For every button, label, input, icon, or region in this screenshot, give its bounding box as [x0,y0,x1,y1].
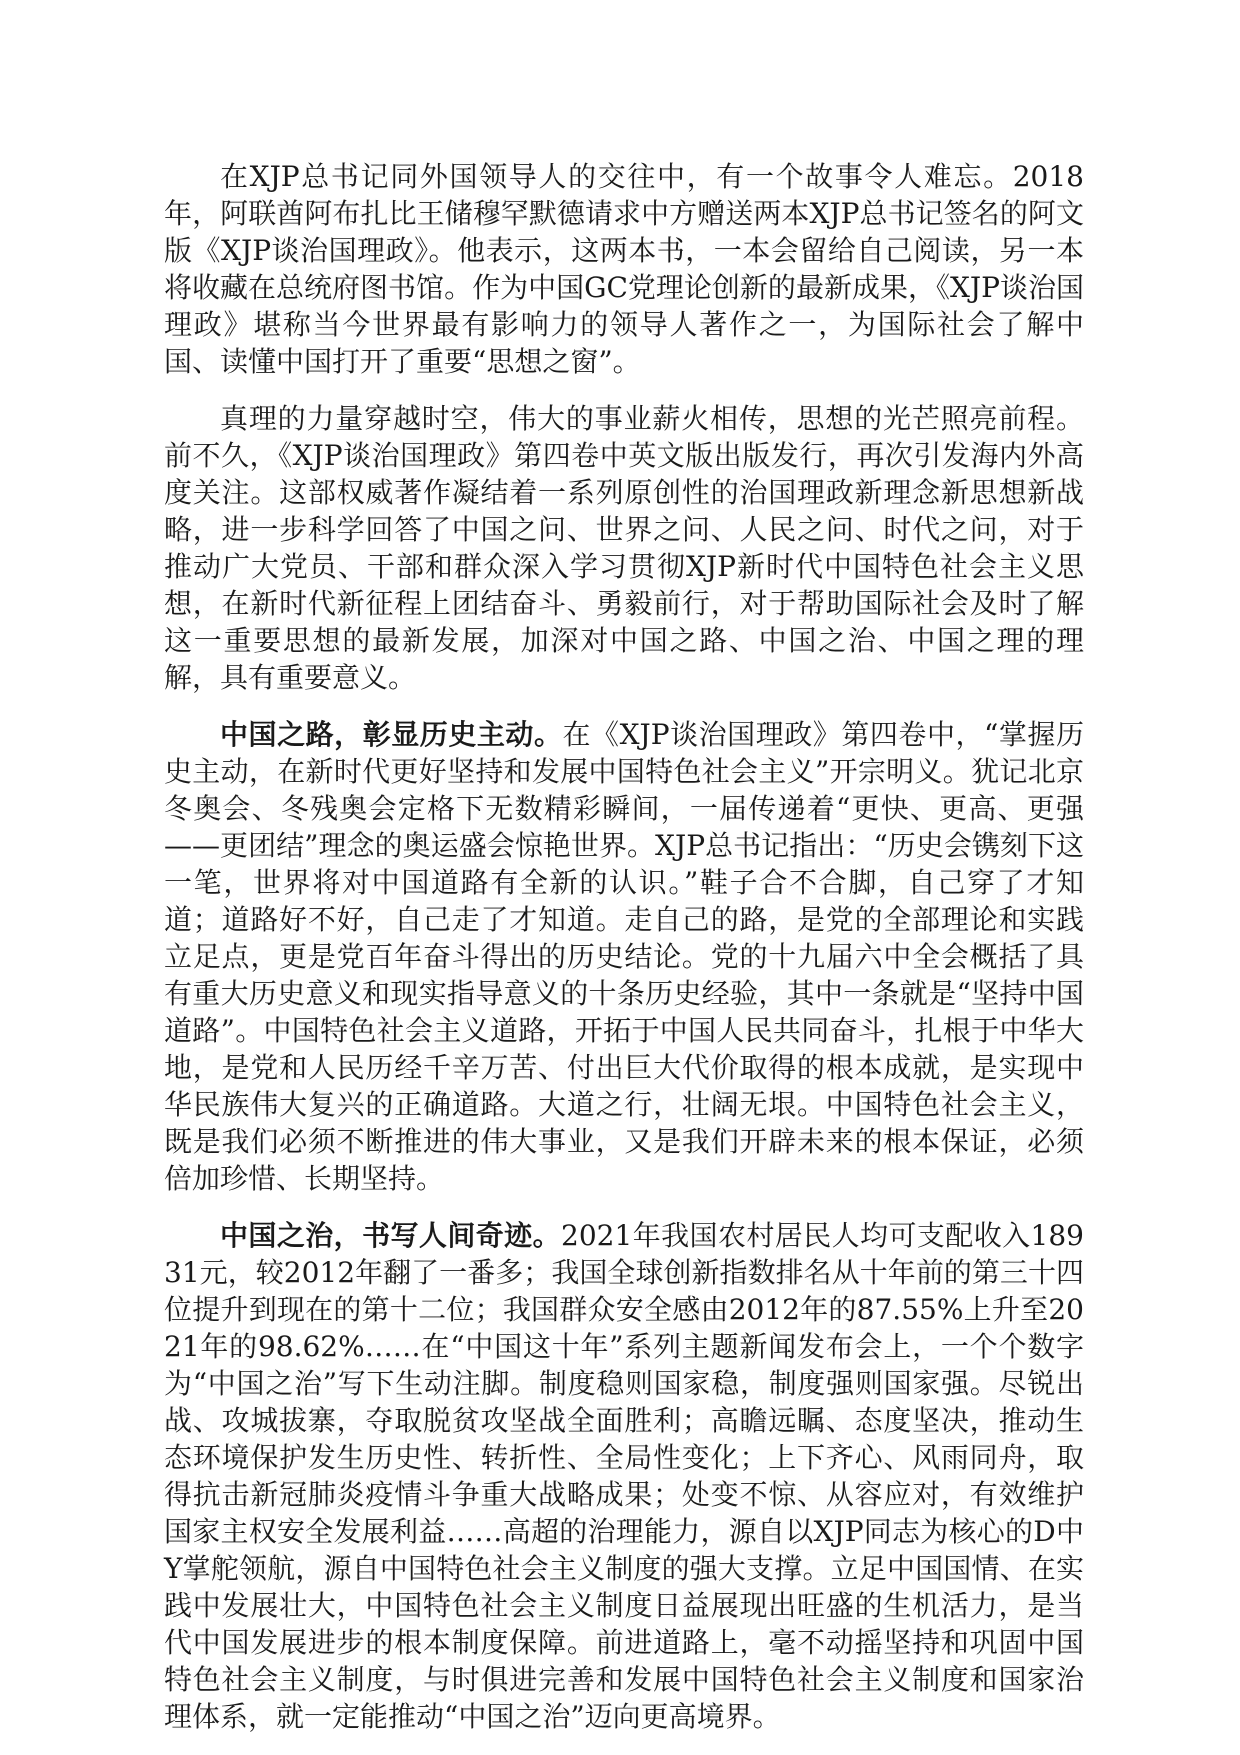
paragraph-lead-heading: 中国之治，书写人间奇迹。 [220,1219,562,1252]
paragraph-intro [164,158,1084,380]
paragraph-text: 真理的力量穿越时空，伟大的事业薪火相传，思想的光芒照亮前程。前不久，《XJP谈治国理政》第四卷中英文版出版发行，再次引发海内外高度关注。这部权威著作凝结着一系列原创性的治国理政新理念新思想新战略，进一步科学回答了中国之问、世界之问、人民之问、时代之问，对于推动广大党员、干部和群众深入学习贯彻XJP新时代中国特色社会主义思想，在新时代新征程上团结奋斗、勇毅前行，对于帮助国际社会及时了解这一重要思想的最新发展，加深对中国之路、中国之治、中国之理的理解，具有重要意义。 [164,402,1084,694]
article-body [164,158,1084,1755]
paragraph-text: 在《XJP谈治国理政》第四卷中，“掌握历史主动，在新时代更好坚持和发展中国特色社会主义”开宗明义。犹记北京冬奥会、冬残奥会定格下无数精彩瞬间，一届传递着“更快、更高、更强——更团结”理念的奥运盛会惊艳世界。XJP总书记指出：“历史会镌刻下这一笔，世界将对中国道路有全新的认识。”鞋子合不合脚，自己穿了才知道；道路好不好，自己走了才知道。走自己的路，是党的全部理论和实践立足点，更是党百年奋斗得出的历史结论。党的十九届六中全会概括了具有重大历史意义和现实指导意义的十条历史经验，其中一条就是“坚持中国道路”。中国特色社会主义道路，开拓于中国人民共同奋斗，扎根于中华大地，是党和人民历经千辛万苦、付出巨大代价取得的根本成就，是实现中华民族伟大复兴的正确道路。大道之行，壮阔无垠。中国特色社会主义，既是我们必须不断推进的伟大事业，又是我们开辟未来的根本保证，必须倍加珍惜、长期坚持。 [164,718,1084,1195]
paragraph-text: 2021年我国农村居民人均可支配收入18931元，较2012年翻了一番多；我国全球创新指数排名从十年前的第三十四位提升到现在的第十二位；我国群众安全感由2012年的87.55%上升至2021年的98.62%……在“中国这十年”系列主题新闻发布会上，一个个数字为“中国之治”写下生动注脚。制度稳则国家稳，制度强则国家强。尽锐出战、攻城拔寨，夺取脱贫攻坚战全面胜利；高瞻远瞩、态度坚决，推动生态环境保护发生历史性、转折性、全局性变化；上下齐心、风雨同舟，取得抗击新冠肺炎疫情斗争重大战略成果；处变不惊、从容应对，有效维护国家主权安全发展利益……高超的治理能力，源自以XJP同志为核心的D中Y掌舵领航，源自中国特色社会主义制度的强大支撑。立足中国国情、在实践中发展壮大，中国特色社会主义制度日益展现出旺盛的生机活力，是当代中国发展进步的根本制度保障。前进道路上，毫不动摇坚持和巩固中国特色社会主义制度，与时俱进完善和发展中国特色社会主义制度和国家治理体系，就一定能推动“中国之治”迈向更高境界。 [164,1219,1084,1733]
paragraph-china-governance [164,1217,1084,1735]
paragraph-lead-heading: 中国之路，彰显历史主动。 [220,718,563,751]
paragraph-text: 在XJP总书记同外国领导人的交往中，有一个故事令人难忘。2018年，阿联酋阿布扎比王储穆罕默德请求中方赠送两本XJP总书记签名的阿文版《XJP谈治国理政》。他表示，这两本书，一本会留给自己阅读，另一本将收藏在总统府图书馆。作为中国GC党理论创新的最新成果，《XJP谈治国理政》堪称当今世界最有影响力的领导人著作之一，为国际社会了解中国、读懂中国打开了重要“思想之窗”。 [164,160,1084,378]
paragraph-china-road [164,716,1084,1197]
paragraph-truth [164,400,1084,696]
